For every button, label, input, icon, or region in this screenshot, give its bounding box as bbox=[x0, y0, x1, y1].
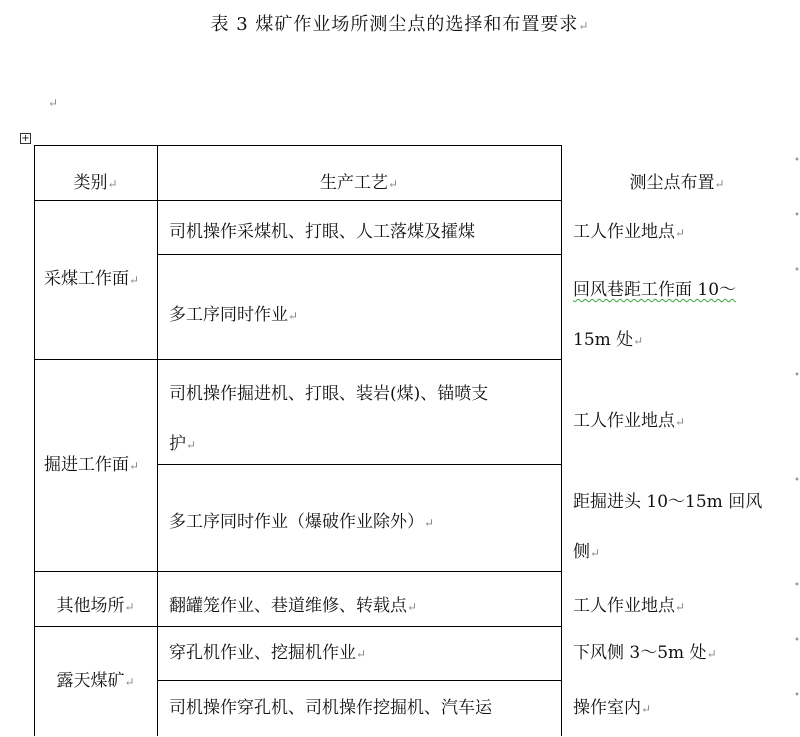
location-text: 工人作业地点 bbox=[573, 411, 675, 431]
document-title bbox=[0, 10, 800, 36]
cell-mark: ↵ bbox=[387, 177, 399, 191]
location-text: 工人作业地点 bbox=[573, 596, 675, 616]
header-category-text: 类别 bbox=[73, 173, 108, 193]
process-text: 司机操作穿孔机、司机操作挖掘机、汽车运 bbox=[169, 698, 492, 718]
process-cell bbox=[157, 369, 561, 470]
cell-mark: ↵ bbox=[124, 600, 135, 614]
location-text: 操作室内 bbox=[573, 698, 641, 718]
row-end-marker: • bbox=[794, 635, 800, 646]
table-move-handle-icon[interactable]: + bbox=[21, 133, 30, 144]
category-text: 掘进工作面 bbox=[44, 455, 129, 475]
location-cell bbox=[561, 477, 793, 578]
cell-mark: ↵ bbox=[129, 273, 140, 287]
process-text: 穿孔机作业、挖掘机作业 bbox=[169, 643, 356, 663]
process-cell bbox=[157, 680, 561, 736]
cell-mark: ↵ bbox=[675, 600, 686, 614]
category-text: 其他场所 bbox=[56, 596, 125, 616]
paragraph-mark: ↵ bbox=[578, 19, 590, 33]
cell-mark: ↵ bbox=[407, 600, 418, 614]
row-end-marker: • bbox=[794, 210, 800, 221]
category-other bbox=[34, 571, 157, 626]
process-cell bbox=[157, 626, 561, 681]
location-text: 距掘进头 10～15m 回风 bbox=[573, 492, 763, 512]
category-open-pit bbox=[34, 626, 157, 736]
process-text: 多工序同时作业（爆破作业除外） bbox=[169, 512, 424, 532]
location-text: 15m 处 bbox=[573, 330, 634, 350]
location-cell bbox=[561, 265, 793, 366]
header-process-text: 生产工艺 bbox=[319, 173, 388, 193]
location-cell bbox=[561, 626, 793, 681]
category-coal-face bbox=[34, 200, 157, 359]
process-cell bbox=[157, 210, 561, 255]
process-text: 司机操作掘进机、打眼、装岩(煤)、锚喷支 bbox=[169, 384, 489, 404]
cell-mark: ↵ bbox=[706, 647, 717, 661]
location-cell bbox=[561, 359, 793, 464]
location-text: 下风侧 3～5m 处 bbox=[573, 643, 707, 663]
process-text: 护 bbox=[169, 434, 186, 454]
process-cell bbox=[157, 290, 561, 341]
cell-mark: ↵ bbox=[356, 647, 367, 661]
header-location bbox=[561, 153, 793, 214]
cell-mark: ↵ bbox=[288, 309, 299, 323]
location-cell bbox=[561, 680, 793, 737]
row-end-marker: • bbox=[794, 580, 800, 591]
title-text: 表 3 煤矿作业场所测尘点的选择和布置要求 bbox=[210, 14, 579, 35]
row-end-marker: • bbox=[794, 370, 800, 381]
category-text: 露天煤矿 bbox=[56, 671, 125, 691]
category-text: 采煤工作面 bbox=[44, 269, 129, 289]
cell-mark: ↵ bbox=[124, 675, 135, 689]
cell-mark: ↵ bbox=[424, 516, 435, 530]
cell-mark: ↵ bbox=[590, 546, 601, 560]
header-process bbox=[157, 153, 561, 214]
location-text: 回风巷距工作面 10～ bbox=[573, 280, 737, 300]
cell-mark: ↵ bbox=[675, 415, 686, 429]
header-location-text: 测尘点布置 bbox=[629, 173, 715, 193]
cell-mark: ↵ bbox=[633, 334, 644, 348]
process-text: 司机操作采煤机、打眼、人工落煤及攉煤 bbox=[169, 222, 475, 242]
location-cell bbox=[561, 210, 793, 256]
category-heading-face bbox=[34, 359, 157, 571]
process-text: 翻罐笼作业、巷道维修、转载点 bbox=[169, 596, 407, 616]
process-text: 多工序同时作业 bbox=[169, 305, 288, 325]
cell-mark: ↵ bbox=[675, 226, 686, 240]
empty-paragraph-mark: ↵ bbox=[48, 96, 59, 110]
cell-mark: ↵ bbox=[714, 177, 725, 191]
row-end-marker: • bbox=[794, 475, 800, 486]
cell-mark: ↵ bbox=[107, 177, 118, 191]
cell-mark: ↵ bbox=[186, 438, 197, 452]
row-end-marker: • bbox=[794, 155, 800, 166]
location-text: 侧 bbox=[573, 542, 590, 562]
row-end-marker: • bbox=[794, 690, 800, 701]
cell-mark: ↵ bbox=[129, 459, 140, 473]
location-text: 工人作业地点 bbox=[573, 222, 675, 242]
row-end-marker: • bbox=[794, 265, 800, 276]
cell-mark: ↵ bbox=[641, 702, 652, 716]
process-cell bbox=[157, 464, 561, 571]
